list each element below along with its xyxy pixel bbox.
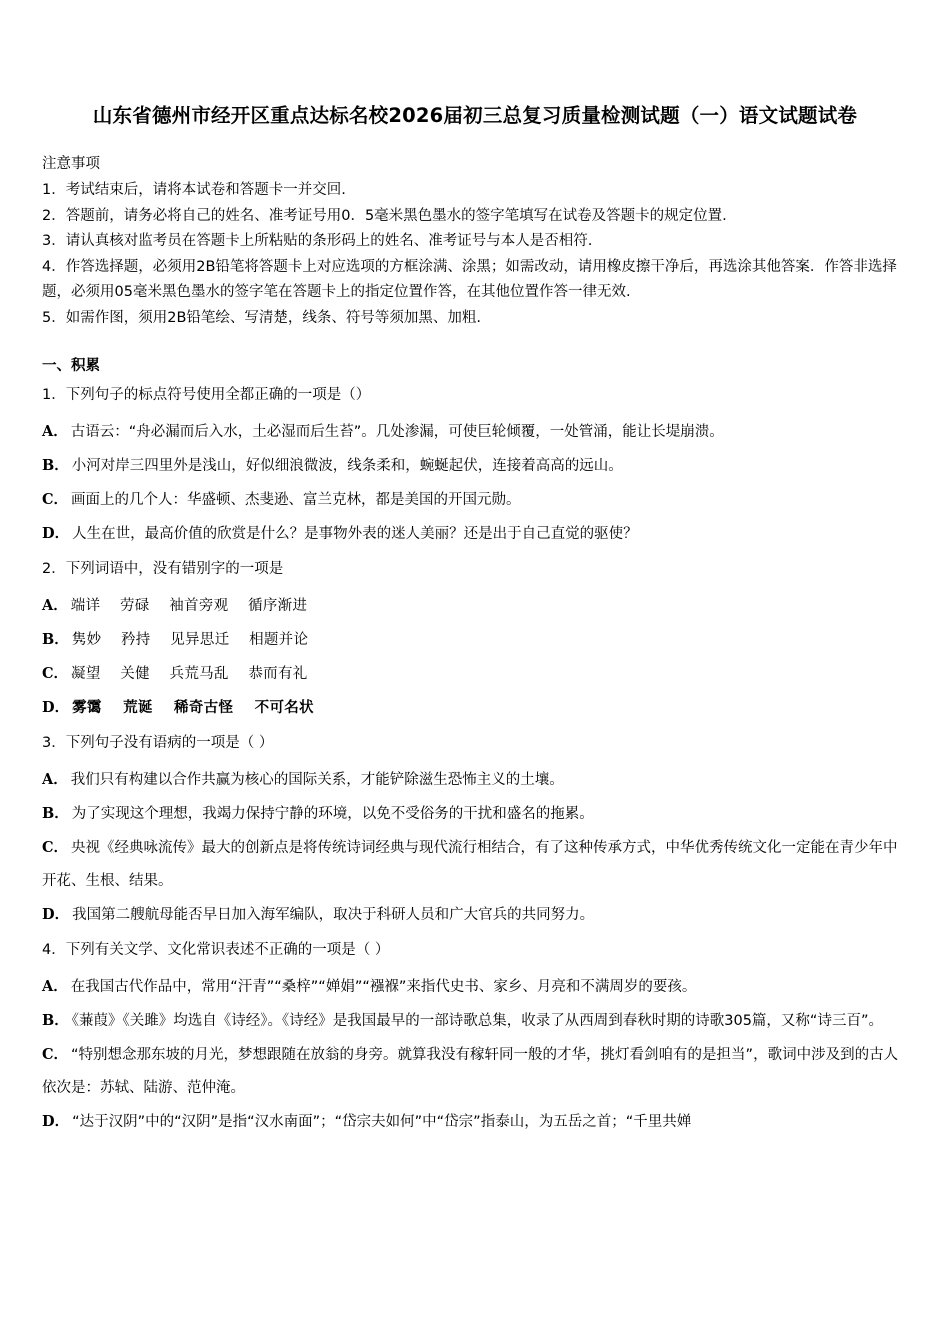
- option-letter: C．: [42, 665, 69, 682]
- option-b[interactable]: [42, 797, 908, 831]
- notice-heading: 注意事项: [42, 156, 100, 172]
- option-d[interactable]: [42, 898, 908, 932]
- option-c[interactable]: [42, 657, 908, 691]
- option-text: 为了实现这个理想，我竭力保持宁静的环境，以免不受俗务的干扰和盛名的拖累。: [71, 806, 594, 822]
- option-letter: A．: [42, 771, 68, 788]
- option-letter: D．: [42, 1113, 70, 1130]
- question-3: [42, 729, 908, 932]
- notice-line-1: 1．考试结束后，请将本试卷和答题卡一并交回.: [42, 182, 346, 198]
- option-a[interactable]: [42, 763, 908, 797]
- option-letter: B．: [42, 457, 69, 474]
- section-heading: 一、积累: [42, 358, 100, 374]
- notice-line-3: 3．请认真核对监考员在答题卡上所粘贴的条形码上的姓名、准考证号与本人是否相符.: [42, 233, 593, 249]
- option-c[interactable]: [42, 1038, 908, 1105]
- option-text: 人生在世，最高价值的欣赏是什么？是事物外表的迷人美丽？还是出于自己直觉的驱使？: [72, 526, 638, 542]
- option-d[interactable]: [42, 1105, 908, 1139]
- notice-line-5: 5．如需作图，须用2B铅笔绘、写清楚，线条、符号等须加黑、加粗.: [42, 309, 482, 326]
- notice-block: [42, 152, 908, 331]
- option-text: 央视《经典咏流传》最大的创新点是将传统诗词经典与现代流行相结合，有了这种传承方式，中华优秀传统文化一定能在青少年中开花、生根、结果。: [42, 840, 898, 889]
- option-text: 雾霭 荒诞 稀奇古怪 不可名状: [72, 700, 314, 716]
- option-letter: D．: [42, 906, 70, 923]
- option-letter: B．: [42, 1012, 69, 1029]
- page-title: 山东省德州市经开区重点达标名校2026届初三总复习质量检测试题（一）语文试题试卷: [92, 104, 858, 127]
- option-text: 端详 劳碌 袖首旁观 循序渐进: [70, 598, 308, 614]
- option-letter: D．: [42, 525, 70, 542]
- option-letter: D．: [42, 699, 70, 716]
- option-c[interactable]: [42, 483, 908, 517]
- option-letter: A．: [42, 978, 68, 995]
- question-2: [42, 555, 908, 725]
- option-letter: A．: [42, 597, 68, 614]
- question-stem: 2．下列词语中，没有错别字的一项是: [42, 561, 284, 577]
- question-1: [42, 381, 908, 551]
- option-a[interactable]: [42, 970, 908, 1004]
- question-stem: 1．下列句子的标点符号使用全都正确的一项是（）: [42, 387, 371, 403]
- option-text: 画面上的几个人：华盛顿、杰斐逊、富兰克林，都是美国的开国元勋。: [71, 492, 521, 508]
- option-text: 隽妙 矜持 见异思迁 相题并论: [71, 632, 309, 648]
- option-b[interactable]: [42, 1004, 908, 1038]
- notice-line-4: 4．作答选择题，必须用2B铅笔将答题卡上对应选项的方框涂满、涂黑；如需改动，请用橡皮擦干净后，再选涂其他答案．作答非选择题，必须用05毫米黑色墨水的签字笔在答题卡上的指定位置作答，在其他位置作答一律无效.: [42, 258, 897, 300]
- option-letter: C．: [42, 839, 69, 856]
- option-text: “达于汉阴”中的“汉阴”是指“汉水南面”；“岱宗夫如何”中“岱宗”指泰山，为五岳之首；“千里共婵: [72, 1114, 692, 1130]
- question-stem: 3．下列句子没有语病的一项是（ ）: [42, 735, 274, 751]
- option-text: 《蒹葭》《关雎》均选自《诗经》。《诗经》是我国最早的一部诗歌总集，收录了从西周到春秋时期的诗歌305篇，又称“诗三百”。: [71, 1013, 883, 1029]
- question-stem: 4．下列有关文学、文化常识表述不正确的一项是（ ）: [42, 942, 390, 958]
- option-letter: B．: [42, 631, 69, 648]
- option-b[interactable]: [42, 449, 908, 483]
- option-text: 小河对岸三四里外是浅山，好似细浪微波，线条柔和，蜿蜒起伏，连接着高高的远山。: [71, 458, 623, 474]
- option-a[interactable]: [42, 589, 908, 623]
- option-letter: C．: [42, 1046, 69, 1063]
- option-text: 凝望 关健 兵荒马乱 恭而有礼: [71, 666, 308, 682]
- option-a[interactable]: [42, 415, 908, 449]
- option-letter: C．: [42, 491, 69, 508]
- option-text: 在我国古代作品中，常用“汗青”“桑梓”“婵娟”“襁褓”来指代史书、家乡、月亮和不满周岁的要孩。: [70, 979, 697, 995]
- page-content: [42, 96, 908, 1143]
- option-text: 我们只有构建以合作共赢为核心的国际关系，才能铲除滋生恐怖主义的土壤。: [70, 772, 564, 788]
- option-b[interactable]: [42, 623, 908, 657]
- option-letter: B．: [42, 805, 69, 822]
- notice-line-2: 2．答题前，请务必将自己的姓名、准考证号用0．5毫米黑色墨水的签字笔填写在试卷及答题卡的规定位置.: [42, 207, 727, 224]
- option-d[interactable]: [42, 691, 908, 725]
- option-d[interactable]: [42, 517, 908, 551]
- option-text: 古语云：“舟必漏而后入水，土必湿而后生苔”。几处渗漏，可使巨轮倾覆，一处管涌，能让长堤崩溃。: [70, 424, 724, 440]
- option-c[interactable]: [42, 831, 908, 898]
- option-letter: A．: [42, 423, 68, 440]
- question-4: [42, 936, 908, 1139]
- option-text: 我国第二艘航母能否早日加入海军编队，取决于科研人员和广大官兵的共同努力。: [72, 907, 595, 923]
- option-text: “特别想念那东坡的月光，梦想跟随在放翁的身旁。就算我没有稼轩同一般的才华，挑灯看剑咱有的是担当”，歌词中涉及到的古人依次是：苏轼、陆游、范仲淹。: [42, 1047, 899, 1096]
